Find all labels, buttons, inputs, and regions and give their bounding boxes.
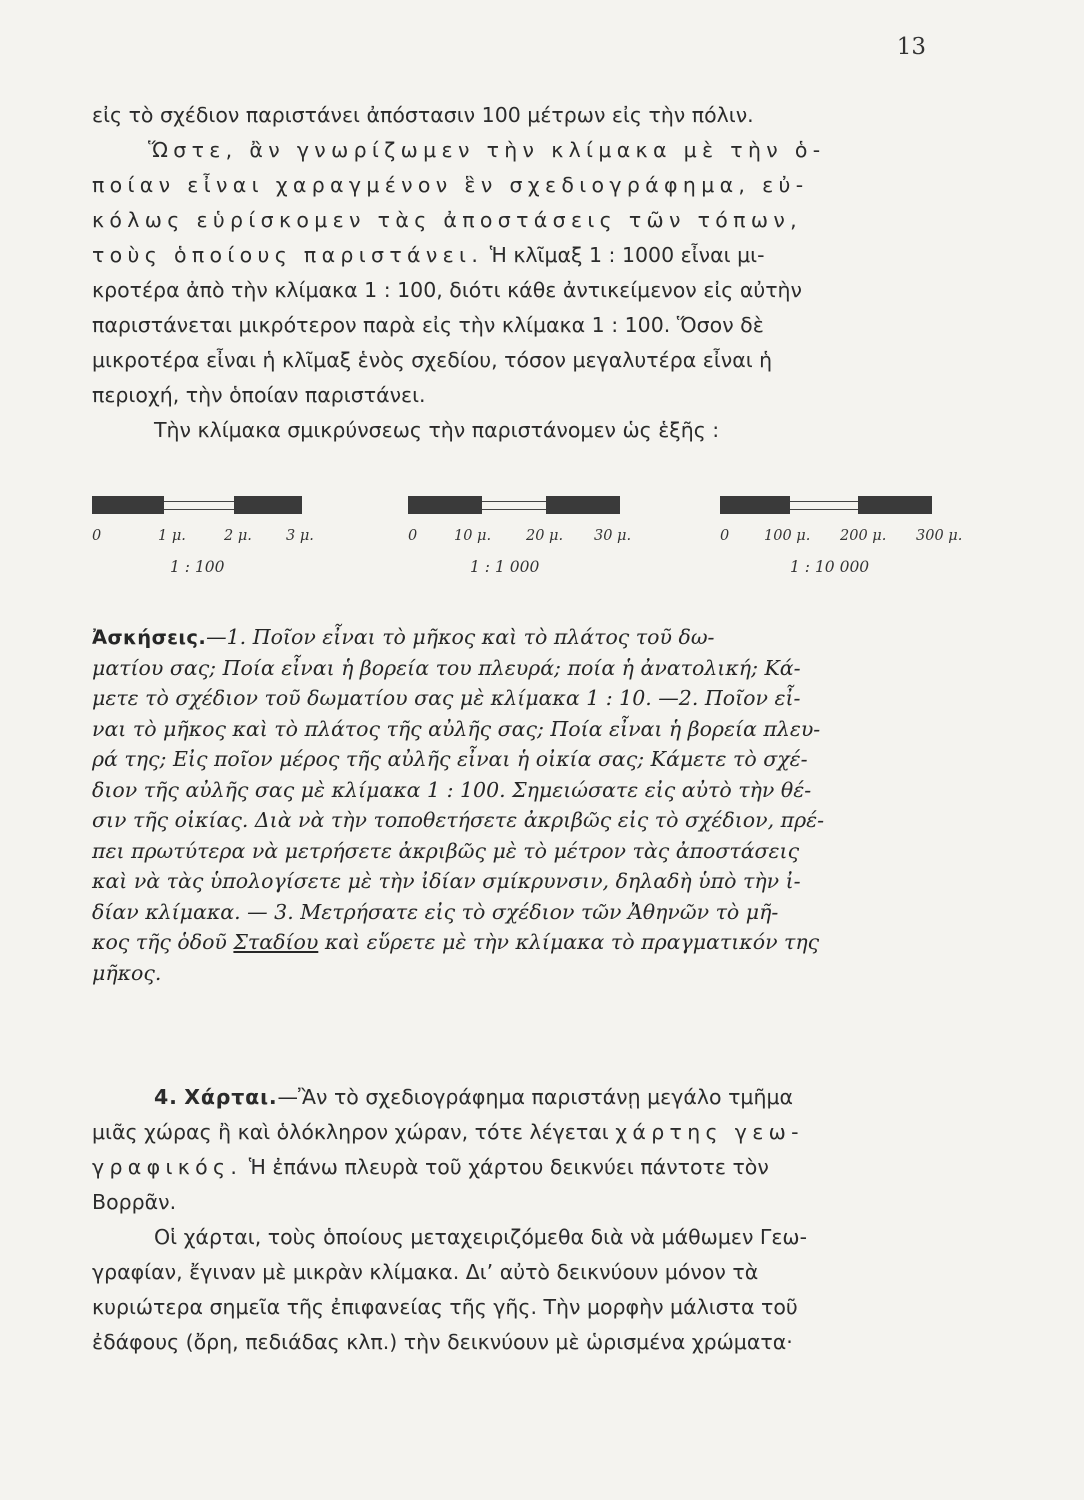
term-emphasis: γραφικός. xyxy=(92,1155,243,1179)
text-line: μῆκος. xyxy=(92,960,162,985)
text-line: ποίαν εἶναι χαραγμένον ἓν σχεδιογράφημα, εὐ- xyxy=(92,173,809,197)
text-line: πει πρωτύτερα νὰ μετρήσετε ἀκριβῶς μὲ τὸ μέτρον τὰς ἀποστάσεις xyxy=(92,838,800,863)
scale-segment-light xyxy=(790,501,858,510)
exercises-heading: Ἀσκήσεις. xyxy=(92,626,207,649)
scale-explanation-paragraph xyxy=(92,98,942,448)
scale-tick-label: 200 μ. xyxy=(840,528,887,544)
text-span: Ἡ ἐπάνω πλευρὰ τοῦ χάρτου δεικνύει πάντοτε τὸν xyxy=(242,1155,769,1179)
scale-segment-light xyxy=(164,501,234,510)
text-line: Ὥστε, ἂν γνωρίζωμεν τὴν κλίμακα μὲ τὴν ὁ- xyxy=(148,138,826,162)
section-title: Χάρται. xyxy=(184,1085,278,1109)
scale-bar-graphic xyxy=(720,496,932,514)
scale-tick-label: 20 μ. xyxy=(526,528,564,544)
scale-segment-dark xyxy=(234,496,302,514)
text-line xyxy=(92,1115,942,1150)
text-span: κος τῆς ὁδοῦ xyxy=(92,930,234,954)
scale-tick-label: 0 xyxy=(720,528,730,544)
text-span: —1. Ποῖον εἶναι τὸ μῆκος καὶ τὸ πλάτος τοῦ δω- xyxy=(206,625,715,649)
scale-tick-label: 10 μ. xyxy=(454,528,492,544)
text-line: σιν τῆς οἰκίας. Διὰ νὰ τὴν τοποθετήσετε ἀκριβῶς εἰς τὸ σχέδιον, πρέ- xyxy=(92,808,825,832)
scale-bar-graphic xyxy=(408,496,620,514)
text-span: —Ἂν τὸ σχεδιογράφημα παριστάνῃ μεγάλο τμῆμα xyxy=(277,1085,794,1109)
text-line: παριστάνεται μικρότερον παρὰ εἰς τὴν κλίμακα 1 : 100. Ὅσον δὲ xyxy=(92,313,764,337)
text-line xyxy=(92,622,942,653)
text-line: ρά της; Εἰς ποῖον μέρος τῆς αὐλῆς εἶναι ἡ οἰκία σας; Κάμετε τὸ σχέ- xyxy=(92,747,808,771)
text-line xyxy=(92,927,942,958)
exercises-section xyxy=(92,622,942,988)
scale-tick-label: 300 μ. xyxy=(916,528,963,544)
text-line: Τὴν κλίμακα σμικρύνσεως τὴν παριστάνομεν ὡς ἑξῆς : xyxy=(154,418,720,442)
text-line: κυριώτερα σημεῖα τῆς ἐπιφανείας τῆς γῆς. Τὴν μορφὴν μάλιστα τοῦ xyxy=(92,1295,798,1319)
scale-tick-label: 3 μ. xyxy=(286,528,314,544)
scale-bars-figure xyxy=(92,490,992,590)
text-span: Ἡ κλῖμαξ 1 : 1000 εἶναι μι- xyxy=(483,243,765,267)
scale-tick-label: 100 μ. xyxy=(764,528,811,544)
text-span: καὶ εὕρετε μὲ τὴν κλίμακα τὸ πραγματικόν της xyxy=(318,930,820,954)
text-line: εἰς τὸ σχέδιον παριστάνει ἀπόστασιν 100 μέτρων εἰς τὴν πόλιν. xyxy=(92,103,754,127)
scale-tick-label: 2 μ. xyxy=(224,528,252,544)
scale-tick-label: 0 xyxy=(408,528,418,544)
text-line: μετε τὸ σχέδιον τοῦ δωματίου σας μὲ κλίμακα 1 : 10. —2. Ποῖον εἶ- xyxy=(92,686,801,710)
scale-segment-dark xyxy=(408,496,482,514)
text-line xyxy=(92,1150,942,1185)
text-line: ναι τὸ μῆκος καὶ τὸ πλάτος τῆς αὐλῆς σας; Ποία εἶναι ἡ βορεία πλευ- xyxy=(92,716,821,741)
text-span: τοὺς ὁποίους παριστάνει. xyxy=(92,243,484,267)
scale-bar-graphic xyxy=(92,496,302,514)
text-line xyxy=(92,1080,942,1115)
scale-ratio-label: 1 : 1 000 xyxy=(470,558,540,576)
scale-ratio-label: 1 : 100 xyxy=(170,558,225,576)
text-line: μικροτέρα εἶναι ἡ κλῖμαξ ἑνὸς σχεδίου, τόσον μεγαλυτέρα εἶναι ἡ xyxy=(92,348,773,372)
section-number: 4. xyxy=(154,1085,178,1109)
scale-segment-dark xyxy=(858,496,932,514)
scale-ratio-label: 1 : 10 000 xyxy=(790,558,870,576)
text-line: δίαν κλίμακα. — 3. Μετρήσατε εἰς τὸ σχέδιον τῶν Ἀθηνῶν τὸ μῆ- xyxy=(92,899,779,924)
page-number: 13 xyxy=(896,34,926,60)
scale-bar-1-10000 xyxy=(720,490,988,590)
term-emphasis: χάρτης γεω- xyxy=(615,1120,804,1144)
text-line: διον τῆς αὐλῆς σας μὲ κλίμακα 1 : 100. Σημειώσατε εἰς αὐτὸ τὴν θέ- xyxy=(92,777,812,802)
text-line: Οἱ χάρται, τοὺς ὁποίους μεταχειριζόμεθα διὰ νὰ μάθωμεν Γεω- xyxy=(154,1225,807,1249)
scale-segment-dark xyxy=(546,496,620,514)
scale-tick-label: 30 μ. xyxy=(594,528,632,544)
scale-tick-label: 0 xyxy=(92,528,102,544)
text-span: μιᾶς χώρας ἢ καὶ ὁλόκληρον χώραν, τότε λέγεται xyxy=(92,1120,616,1144)
scale-segment-dark xyxy=(92,496,164,514)
scale-bar-1-100 xyxy=(92,490,372,590)
text-line: κροτέρα ἀπὸ τὴν κλίμακα 1 : 100, διότι κάθε ἀντικείμενον εἰς αὐτὴν xyxy=(92,278,802,302)
maps-section xyxy=(92,1080,942,1360)
text-line: γραφίαν, ἔγιναν μὲ μικρὰν κλίμακα. Δι’ αὐτὸ δεικνύουν μόνον τὰ xyxy=(92,1260,759,1284)
scale-tick-label: 1 μ. xyxy=(158,528,186,544)
text-line: κόλως εὑρίσκομεν τὰς ἀποστάσεις τῶν τόπων, xyxy=(92,208,802,232)
scale-bar-1-1000 xyxy=(408,490,688,590)
scale-segment-light xyxy=(482,501,546,510)
street-name: Σταδίου xyxy=(233,930,319,954)
text-line: περιοχή, τὴν ὁποίαν παριστάνει. xyxy=(92,383,426,407)
text-line: ματίου σας; Ποία εἶναι ἡ βορεία του πλευρά; ποία ἡ ἀνατολική; Κά- xyxy=(92,655,801,680)
text-line: Βορρᾶν. xyxy=(92,1190,177,1214)
text-line: ἐδάφους (ὄρη, πεδιάδας κλπ.) τὴν δεικνύουν μὲ ὡρισμένα χρώματα· xyxy=(92,1330,793,1354)
text-line: καὶ νὰ τὰς ὑπολογίσετε μὲ τὴν ἰδίαν σμίκρυνσιν, δηλαδὴ ὑπὸ τὴν ἰ- xyxy=(92,869,801,893)
text-line xyxy=(92,238,942,273)
scale-segment-dark xyxy=(720,496,790,514)
